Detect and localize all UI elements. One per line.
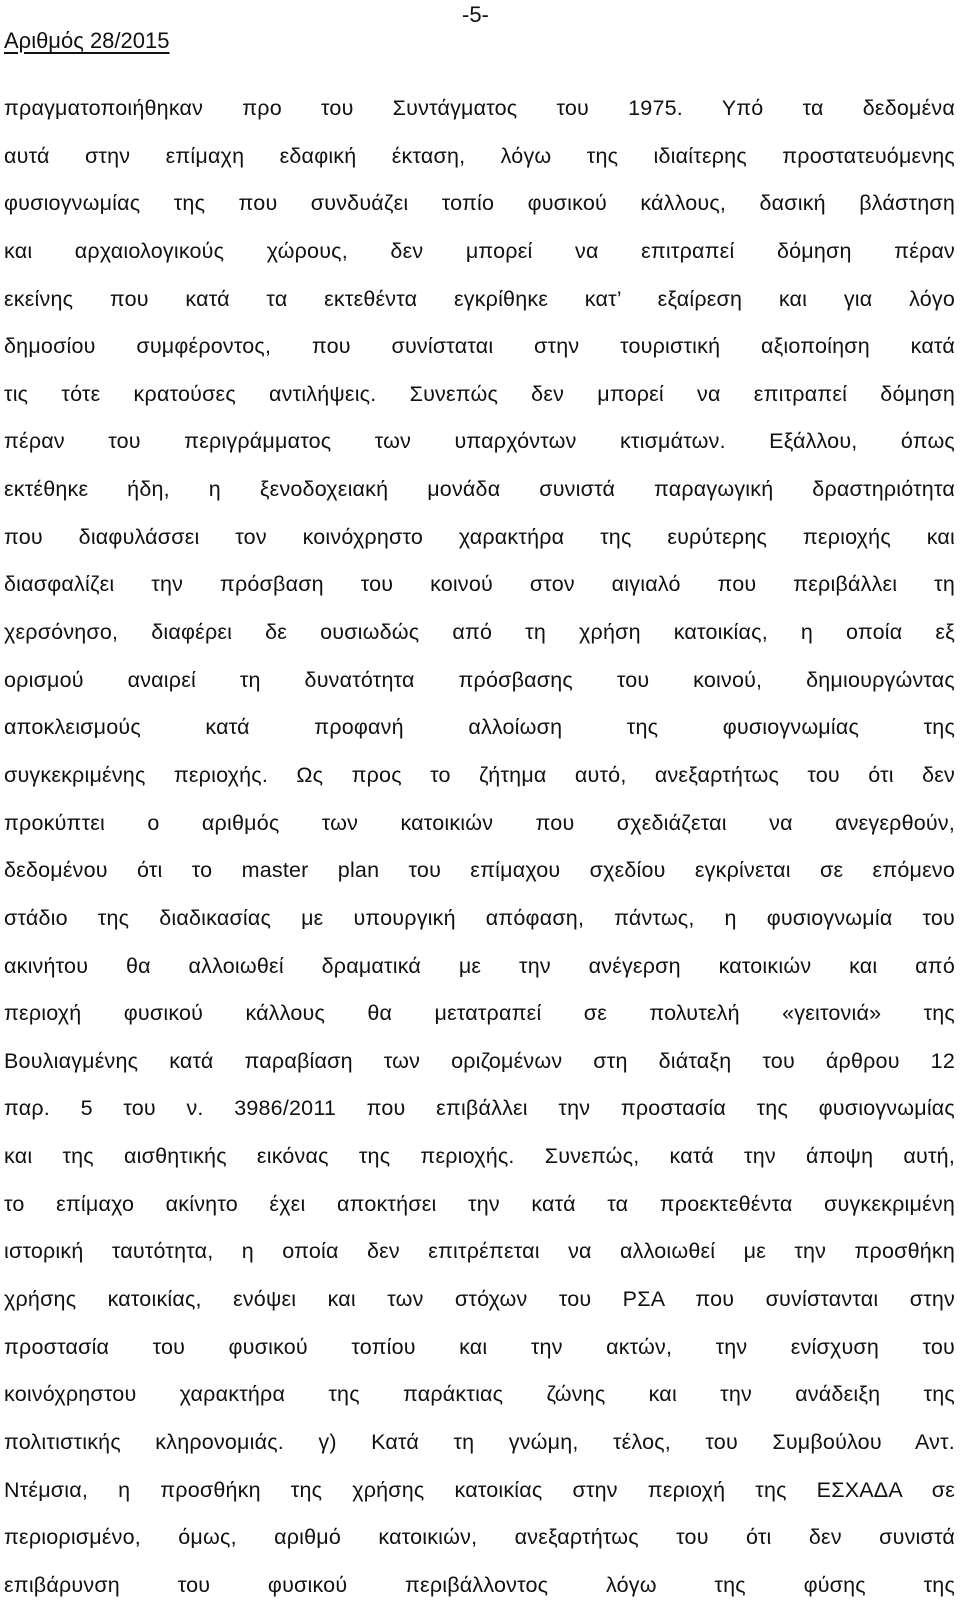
text-line: πραγματοποιήθηκαν προ του Συντάγματος του 1975. Υπό τα δεδομένα xyxy=(4,96,955,120)
text-line: φυσιογνωμίας της που συνδυάζει τοπίο φυσικού κάλλους, δασική βλάστηση xyxy=(4,191,955,216)
text-line: δεδομένου ότι το master plan του επίμαχου σχεδίου εγκρίνεται σε επόμενο xyxy=(4,858,955,883)
text-line: προκύπτει ο αριθμός των κατοικιών που σχεδιάζεται να ανεγερθούν, xyxy=(4,810,955,835)
text-line: περιοχή φυσικού κάλλους θα μετατραπεί σε πολυτελή «γειτονιά» της xyxy=(4,1001,955,1026)
text-line: χρήσης κατοικίας, ενόψει και των στόχων του ΡΣΑ που συνίστανται στην xyxy=(4,1287,955,1312)
text-line: πολιτιστικής κληρονομιάς. γ) Κατά τη γνώμη, τέλος, του Συμβούλου Αντ. xyxy=(4,1429,955,1454)
text-line: εκτέθηκε ήδη, η ξενοδοχειακή μονάδα συνιστά παραγωγική δραστηριότητα xyxy=(4,477,955,502)
text-line: Ντέμσια, η προσθήκη της χρήσης κατοικίας στην περιοχή της ΕΣΧΑΔΑ σε xyxy=(4,1477,955,1502)
text-line: Βουλιαγμένης κατά παραβίαση των οριζομένων στη διάταξη του άρθρου 12 xyxy=(4,1048,955,1073)
text-line: συγκεκριμένης περιοχής. Ως προς το ζήτημα αυτό, ανεξαρτήτως του ότι δεν xyxy=(4,762,955,787)
page-number: -5- xyxy=(462,2,489,27)
text-line: ιστορική ταυτότητα, η οποία δεν επιτρέπεται να αλλοιωθεί με την προσθήκη xyxy=(4,1239,955,1264)
text-line: παρ. 5 του ν. 3986/2011 που επιβάλλει την προστασία της φυσιογνωμίας xyxy=(4,1096,955,1121)
text-line: ορισμού αναιρεί τη δυνατότητα πρόσβασης του κοινού, δημιουργώντας xyxy=(4,667,955,692)
body-text xyxy=(4,85,955,1610)
text-line: αυτά στην επίμαχη εδαφική έκταση, λόγω της ιδιαίτερης προστατευόμενης xyxy=(4,143,955,168)
text-line: το επίμαχο ακίνητο έχει αποκτήσει την κατά τα προεκτεθέντα συγκεκριμένη xyxy=(4,1191,955,1216)
text-line: στάδιο της διαδικασίας με υπουργική απόφαση, πάντως, η φυσιογνωμία του xyxy=(4,905,955,930)
text-line: πέραν του περιγράμματος των υπαρχόντων κτισμάτων. Εξάλλου, όπως xyxy=(4,429,955,454)
text-line: και της αισθητικής εικόνας της περιοχής. Συνεπώς, κατά την άποψη αυτή, xyxy=(4,1144,955,1169)
text-line: τις τότε κρατούσες αντιλήψεις. Συνεπώς δεν μπορεί να επιτραπεί δόμηση xyxy=(4,381,955,406)
text-line: αποκλεισμούς κατά προφανή αλλοίωση της φυσιογνωμίας της xyxy=(4,715,955,740)
text-line: και αρχαιολογικούς χώρους, δεν μπορεί να επιτραπεί δόμηση πέραν xyxy=(4,238,955,263)
issue-number-label: Αριθμός 28/2015 xyxy=(4,28,170,53)
text-line: χερσόνησο, διαφέρει δε ουσιωδώς από τη χρήση κατοικίας, η οποία εξ xyxy=(4,620,955,645)
text-line: δημοσίου συμφέροντος, που συνίσταται στην τουριστική αξιοποίηση κατά xyxy=(4,334,955,359)
text-line: προστασία του φυσικού τοπίου και την ακτών, την ενίσχυση του xyxy=(4,1334,955,1359)
text-line: εκείνης που κατά τα εκτεθέντα εγκρίθηκε κατ’ εξαίρεση και για λόγο xyxy=(4,286,955,311)
text-line: περιορισμένο, όμως, αριθμό κατοικιών, ανεξαρτήτως του ότι δεν συνιστά xyxy=(4,1525,955,1550)
text-line: επιβάρυνση του φυσικού περιβάλλοντος λόγω της φύσης της xyxy=(4,1572,955,1597)
text-line: που διαφυλάσσει τον κοινόχρηστο χαρακτήρα της ευρύτερης περιοχής και xyxy=(4,524,955,549)
text-line: κοινόχρηστου χαρακτήρα της παράκτιας ζώνης και την ανάδειξη της xyxy=(4,1382,955,1407)
text-line: διασφαλίζει την πρόσβαση του κοινού στον αιγιαλό που περιβάλλει τη xyxy=(4,572,955,597)
text-line: ακινήτου θα αλλοιωθεί δραματικά με την ανέγερση κατοικιών και από xyxy=(4,953,955,978)
page-header xyxy=(0,0,960,70)
